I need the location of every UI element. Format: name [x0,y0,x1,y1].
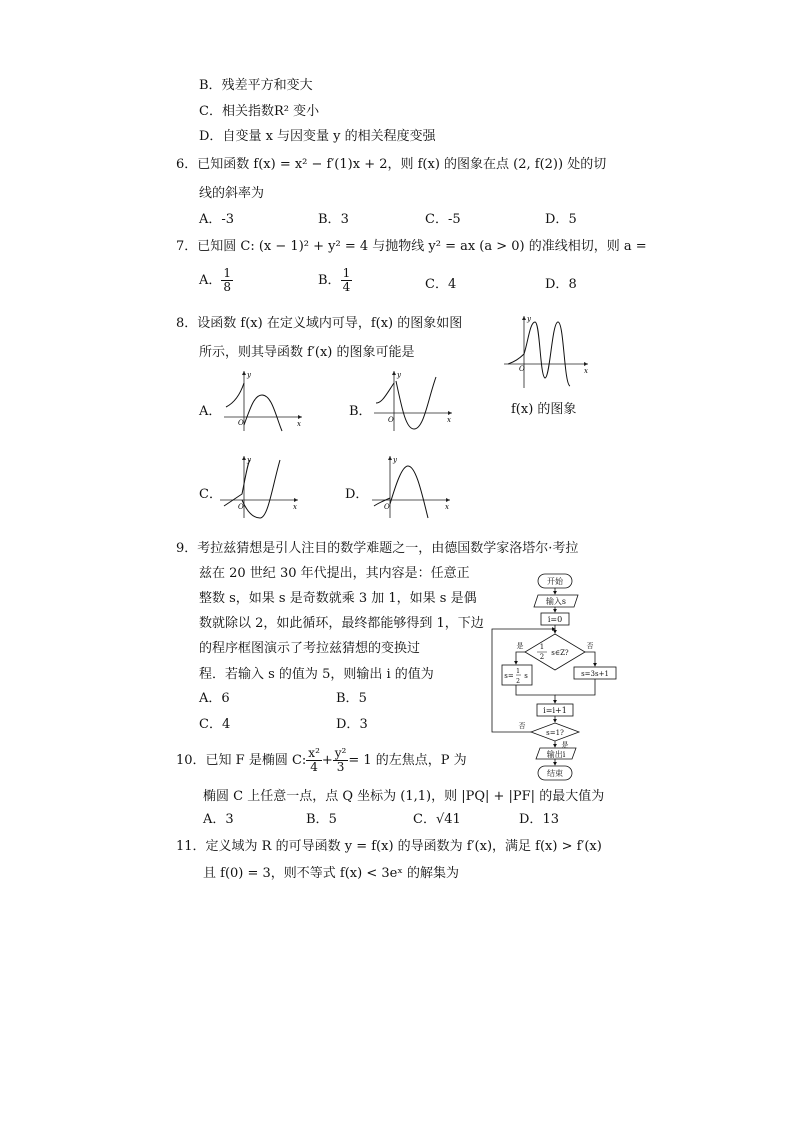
axis-x-label: x [293,503,297,511]
option-label: C． [425,212,448,227]
q10-option-c [413,811,461,829]
q6-stem-line2: 线的斜率为 [199,186,265,201]
q5-option-c [199,103,319,121]
flow-increment-text: i=i+1 [543,706,567,715]
option-text: 自变量 x 与因变量 y 的相关程度变强 [222,129,436,144]
numerator: y² [334,746,347,760]
origin-label: O [519,365,525,373]
q5-option-b [199,77,313,95]
option-label: C． [199,717,222,732]
flow-yes-label: 是 [516,642,524,650]
q8-option-c-graph [218,454,300,520]
q9-option-b [336,690,367,708]
q9-stem-line1: 9．考拉兹猜想是引人注目的数学难题之一，由德国数学家洛塔尔·考拉 [176,541,579,556]
q8-option-d-label: D． [345,487,369,502]
flow-half-frac-num: 1 [516,668,520,675]
denominator: 3 [336,760,345,774]
option-label: A． [199,691,222,706]
flow-cond1-text: s∈Z? [551,649,569,657]
q9-stem-line3: 整数 s，如果 s 是奇数就乘 3 加 1，如果 s 是偶 [199,591,477,606]
flow-triple-text: s=3s+1 [581,670,609,678]
axis-y-label: y [527,315,531,323]
option-label: B． [199,78,222,93]
numerator: 1 [342,266,351,280]
option-label: D． [519,812,543,827]
flow-cond1-frac-den: 2 [539,653,545,661]
q9-option-c [199,716,230,734]
collatz-flowchart [486,570,622,784]
denominator: 8 [223,280,232,294]
option-label: D． [545,277,569,292]
denominator: 4 [342,280,351,294]
fraction-x [306,747,322,774]
q9-stem-line4: 数就除以 2，如此循环，最终都能够得到 1，下边 [199,616,484,631]
flow-cond1-frac-num: 1 [539,643,545,651]
q6-stem-line1: 6．已知函数 f(x) = x² − f′(1)x + 2，则 f(x) 的图象在点 (2, f(2)) 处的切 [176,157,607,172]
q10-prefix: 10．已知 F 是椭圆 C: [176,753,307,768]
option-text: 3 [340,212,349,227]
q8-option-b-label: B． [349,404,372,419]
q10-suffix: = 1 的左焦点，P 为 [348,753,467,768]
origin-label: O [388,416,394,424]
q8-stem-line2: 所示，则其导函数 f′(x) 的图象可能是 [199,345,415,360]
option-text: 8 [568,277,577,292]
option-text: -3 [221,212,235,227]
q9-stem-line6: 程．若输入 s 的值为 5，则输出 i 的值为 [199,667,434,682]
flow-output-text: 输出i [546,750,566,759]
q10-option-a [203,811,234,829]
option-text: 3 [359,717,368,732]
option-text: -5 [447,212,461,227]
fx-graph-caption: f(x) 的图象 [511,402,577,417]
option-label: B． [318,212,341,227]
flow-half-frac-den: 2 [516,678,520,685]
option-text: 5 [568,212,577,227]
flow-input-text: 输入s [545,597,567,606]
flow-half-var: s [524,672,528,680]
q11-stem-line2: 且 f(0) = 3，则不等式 f(x) < 3eˣ 的解集为 [203,866,459,881]
q9-stem-line2: 兹在 20 世纪 30 年代提出，其内容是：任意正 [199,566,470,581]
option-label: B． [336,691,359,706]
q11-stem-line1: 11．定义域为 R 的可导函数 y = f(x) 的导函数为 f′(x)，满足 f(x) > f′(x) [176,839,602,854]
q9-option-a [199,690,230,708]
option-text: 4 [221,717,231,732]
option-text: 6 [221,691,230,706]
option-label: B． [318,273,341,288]
q7-option-b [318,267,352,294]
option-text: √41 [435,812,461,827]
q8-option-d-graph [370,454,452,520]
plus-sign: + [321,753,333,768]
flow-yes-label-2: 是 [561,741,569,749]
flow-half-prefix: s= [504,672,514,680]
q10-option-b [306,811,337,829]
option-label: C． [413,812,436,827]
q10-option-d [519,811,559,829]
q7-option-d [545,276,577,294]
q8-option-b-graph [372,369,454,433]
flow-end-text: 结束 [547,769,563,778]
q8-stem-line1: 8．设函数 f(x) 在定义域内可导，f(x) 的图象如图 [176,316,463,331]
axis-x-label: x [447,416,451,424]
flow-no-label: 否 [586,642,594,650]
option-label: A． [199,273,222,288]
q6-option-a [199,211,234,229]
q6-option-b [318,211,349,229]
option-text: 13 [542,812,559,827]
numerator: x² [308,746,320,760]
q10-stem-line2: 椭圆 C 上任意一点，点 Q 坐标为 (1,1)，则 |PQ| + |PF| 的最大值为 [203,789,605,804]
option-text: 残差平方和变大 [221,78,313,93]
origin-label: O [384,503,390,511]
option-label: A． [199,212,222,227]
option-label: D． [199,129,223,144]
q9-option-d [336,716,368,734]
axis-y-label: y [393,456,397,464]
axis-x-label: x [297,420,301,428]
flow-start-text: 开始 [547,577,563,586]
option-text: 相关指数R² 变小 [221,104,320,119]
flow-no-label-2: 否 [518,722,526,730]
q7-stem: 7．已知圆 C: (x − 1)² + y² = 4 与抛物线 y² = ax (a > 0) 的准线相切，则 a = [176,239,647,254]
flow-cond2-text: s=1? [546,729,564,737]
q6-option-c [425,211,461,229]
numerator: 1 [223,266,232,280]
denominator: 4 [310,760,318,774]
option-text: 5 [358,691,367,706]
axis-y-label: y [247,371,251,379]
fraction [221,267,233,294]
fraction-y [333,747,349,774]
q7-option-c [425,276,456,294]
flow-init-text: i=0 [547,615,563,624]
q8-option-a-label: A． [199,404,222,419]
q6-option-d [545,211,577,229]
q5-option-d [199,128,436,146]
option-label: D． [336,717,360,732]
q10-stem-line1 [176,746,467,776]
option-label: C． [425,277,448,292]
option-label: B． [306,812,329,827]
axis-y-label: y [247,456,251,464]
origin-label: O [238,419,244,427]
axis-y-label: y [397,371,401,379]
fx-graph [500,312,592,390]
option-text: 4 [447,277,457,292]
q8-option-c-label: C． [199,487,222,502]
q7-option-a [199,267,233,294]
option-label: C． [199,104,222,119]
option-label: A． [203,812,226,827]
origin-label: O [238,503,244,511]
fraction [341,267,353,294]
q9-stem-line5: 的程序框图演示了考拉兹猜想的变换过 [199,641,421,656]
q8-option-a-graph [222,369,304,433]
axis-x-label: x [445,503,449,511]
option-label: D． [545,212,569,227]
axis-x-label: x [584,367,588,375]
option-text: 5 [328,812,337,827]
option-text: 3 [225,812,234,827]
